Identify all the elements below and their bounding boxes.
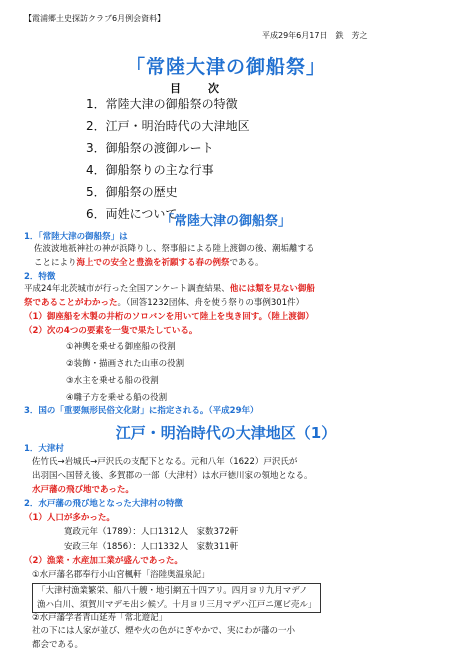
section1-heading-2: 2．特徴 [24,272,56,282]
section1-heading-3: 3．国の「重要無形民俗文化財」に指定される。（平成29年） [24,406,259,416]
page-title: 「常陸大津の御船祭」 [125,56,326,78]
date-author: 平成29年6月17日 鉄 芳之 [262,31,368,40]
toc-item: 3．御船祭の渡御ルート [86,141,214,155]
section2-sub-1: （1）人口が多かった。 [24,513,115,523]
section2-para: 都会である。 [32,640,84,650]
club-header: 【霞浦郷土史探訪クラブ6月例会資料】 [24,14,166,23]
source-2: ②水戸藩学者青山延寿「常北遊記」 [32,613,168,623]
quote-line: 「大津村漁業繁栄、船八十艘・地引網五十四アリ。四月ヨリ九月マデノ [37,586,308,596]
section2-heading-2: 2．水戸藩の飛び地となった大津村の特徴 [24,499,183,509]
section2-para: 出羽国へ国替え後、多賀郡の一部（大津村）は水戸徳川家の領地となる。 [32,471,313,481]
quote-line: 漁ハ白川、須賀川マデモ出シ候ゾ。十月ヨリ三月マデハ江戸ニ運ビ売ル」 [37,600,317,610]
section1-para: 佐波波地祇神社の神が浜降りし、祭事船による陸上渡御の後、潮垢離する [34,244,315,254]
section2-para: 佐竹氏→岩城氏→戸沢氏の支配下となる。元和八年（1622）戸沢氏が [32,457,298,467]
feature-1: （1）御座船を木製の井桁のソロバンを用いて陸上を曳き回す。（陸上渡御） [24,312,314,322]
toc-item: 1．常陸大津の御船祭の特徴 [86,97,238,111]
source-1: ①水戸藩名郡奉行小山宮楓軒「浴陸奥温泉記」 [32,570,210,580]
feature-2: （2）次の4つの要素を一隻で果たしている。 [24,326,198,336]
section2-title: 江戸・明治時代の大津地区（1） [115,424,337,442]
toc-item: 4．御船祭りの主な行事 [86,163,214,177]
toc-item: 2．江戸・明治時代の大津地区 [86,119,250,133]
quote-box [32,583,321,613]
toc-heading: 目 次 [170,82,227,95]
section1-para: ことにより海上での安全と豊漁を祈願する春の例祭である。 [34,258,264,268]
section1-heading-1: 1．「常陸大津の御船祭」は [24,232,128,242]
role-item: ②装飾・描画された山車の役割 [66,359,185,369]
role-item: ①神輿を乗せる御座船の役割 [66,342,176,352]
role-item: ④囃子方を乗せる船の役割 [66,393,168,403]
section1-para: 平成24年北茨城市が行った全国アンケート調査結果、他には類を見ない御船 [24,284,315,294]
census-row: 安政三年（1856）：人口1332人 家数311軒 [64,542,239,552]
role-item: ③水主を乗せる船の役割 [66,376,159,386]
toc-list [86,93,250,225]
section2-sub-2: （2）漁業・水産加工業が盛んであった。 [24,556,183,566]
section1-title: 「常陸大津の御船祭」 [160,214,291,229]
section2-highlight: 水戸藩の飛び地であった。 [32,485,134,495]
section1-para: 祭であることがわかった。（回答1232団体、舟を使う祭りの事例301件） [24,298,305,308]
toc-item: 6．両姓について [86,207,178,221]
section2-heading-1: 1．大津村 [24,444,64,454]
toc-item: 5．御船祭の歴史 [86,185,178,199]
census-row: 寛政元年（1789）：人口1312人 家数372軒 [64,527,239,537]
section2-para: 社の下には人家が並び、煙や火の色がにぎやかで、実にわが藩の一小 [32,626,295,636]
